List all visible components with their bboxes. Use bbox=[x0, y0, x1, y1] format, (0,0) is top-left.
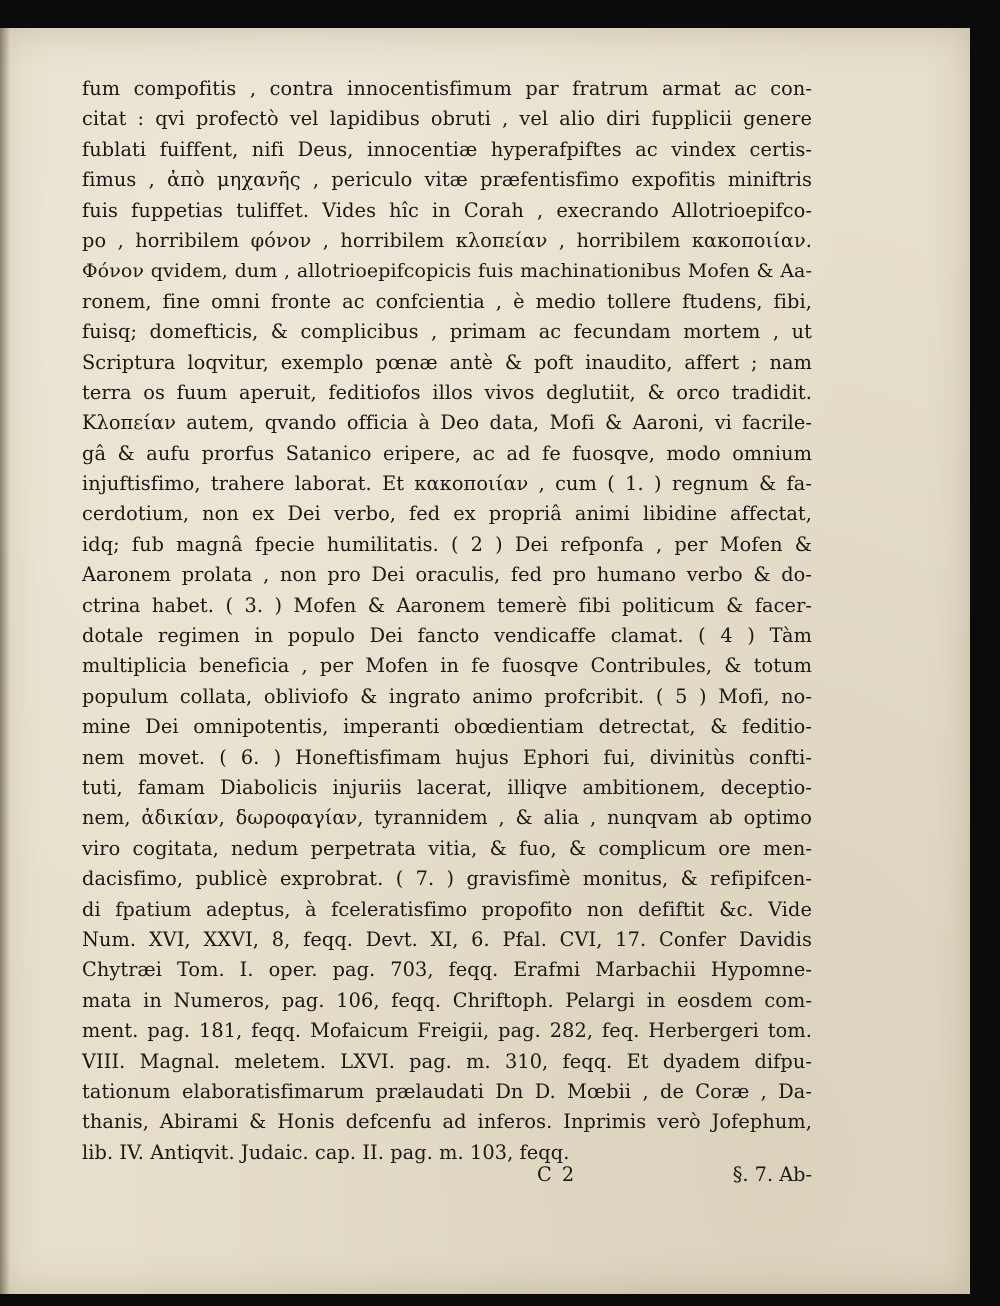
text-line: Scriptura loqvitur, exemplo pœnæ antè & poft inaudito, affert ; nam bbox=[82, 350, 812, 374]
page-text-block bbox=[82, 74, 812, 1168]
text-line: Φόνον qvidem, dum , allotrioepifcopicis fuis machinationibus Mofen & Aa- bbox=[82, 260, 812, 283]
text-line: fuis fuppetias tuliffet. Vides hîc in Corah , execrando Allotrioepifco- bbox=[82, 198, 812, 222]
text-line: citat : qvi profectò vel lapidibus obruti , vel alio diri fupplicii genere bbox=[82, 107, 812, 131]
text-line: idq; fub magnâ fpecie humilitatis. ( 2 ) Dei refponfa , per Mofen & bbox=[82, 532, 812, 556]
text-line: ctrina habet. ( 3. ) Mofen & Aaronem temerè fibi politicum & facer- bbox=[82, 593, 812, 617]
catchword: §. 7. Ab- bbox=[732, 1163, 812, 1186]
text-line: Aaronem prolata , non pro Dei oraculis, fed pro humano verbo & do- bbox=[82, 563, 812, 587]
text-line: fuisq; domefticis, & complicibus , primam ac fecundam mortem , ut bbox=[82, 320, 812, 344]
text-line: tuti, famam Diabolicis injuriis lacerat, illiqve ambitionem, deceptio- bbox=[82, 775, 812, 799]
text-line: fum compofitis , contra innocentisfimum par fratrum armat ac con- bbox=[82, 77, 812, 100]
text-line: dacisfimo, publicè exprobrat. ( 7. ) gravisfimè monitus, & refipifcen- bbox=[82, 867, 812, 891]
text-line: dotale regimen in populo Dei fancto vendicaffe clamat. ( 4 ) Tàm bbox=[82, 624, 812, 648]
text-line: gâ & aufu prorfus Satanico eripere, ac ad fe fuosqve, modo omnium bbox=[82, 441, 812, 465]
page-gutter-shadow bbox=[0, 28, 10, 1294]
text-line: lib. IV. Antiqvit. Judaic. cap. II. pag. m. 103, feqq. bbox=[82, 1140, 570, 1164]
text-line: thanis, Abirami & Honis defcenfu ad inferos. Inprimis verò Jofephum, bbox=[82, 1110, 812, 1134]
signature-mark: C 2 bbox=[537, 1163, 577, 1186]
text-line: fublati fuiffent, nifi Deus, innocentiæ hyperafpiftes ac vindex certis- bbox=[82, 137, 812, 161]
text-line: tationum elaboratisfimarum prælaudati Dn D. Mœbii , de Coræ , Da- bbox=[82, 1079, 812, 1103]
text-line: viro cogitata, nedum perpetrata vitia, & fuo, & complicum ore men- bbox=[82, 836, 812, 860]
text-line: ronem, fine omni fronte ac confcientia , è medio tollere ftudens, fibi, bbox=[82, 289, 812, 313]
text-line: populum collata, obliviofo & ingrato animo profcribit. ( 5 ) Mofi, no- bbox=[82, 684, 812, 708]
text-line: injuftisfimo, trahere laborat. Et κακοποιίαν , cum ( 1. ) regnum & fa- bbox=[82, 472, 812, 496]
text-line: ment. pag. 181, feqq. Mofaicum Freigii, pag. 282, feq. Herbergeri tom. bbox=[82, 1019, 812, 1043]
text-line: di fpatium adeptus, à fceleratisfimo propofito non defiftit &c. Vide bbox=[82, 897, 812, 921]
text-line: mine Dei omnipotentis, imperanti obœdientiam detrectat, & feditio- bbox=[82, 715, 812, 739]
text-line: mata in Numeros, pag. 106, feqq. Chriftoph. Pelargi in eosdem com- bbox=[82, 988, 812, 1012]
text-line: nem movet. ( 6. ) Honeftisfimam hujus Ephori fui, divinitùs confti- bbox=[82, 745, 812, 769]
text-line: multiplicia beneficia , per Mofen in fe fuosqve Contribules, & totum bbox=[82, 654, 812, 678]
text-line: nem, ἀδικίαν, δωροφαγίαν, tyrannidem , & alia , nunqvam ab optimo bbox=[82, 806, 812, 830]
text-line: cerdotium, non ex Dei verbo, fed ex propriâ animi libidine affectat, bbox=[82, 502, 812, 526]
text-line: fimus , ἀπὸ μηχανῆς , periculo vitæ præfentisfimo expofitis miniftris bbox=[82, 168, 812, 192]
text-line: Num. XVI, XXVI, 8, feqq. Devt. XI, 6. Pfal. CVI, 17. Confer Davidis bbox=[82, 927, 812, 951]
text-line: po , horribilem φόνον , horribilem κλοπείαν , horribilem κακοποιίαν. bbox=[82, 228, 812, 252]
text-line: VIII. Magnal. meletem. LXVI. pag. m. 310, feqq. Et dyadem difpu- bbox=[82, 1049, 812, 1073]
text-line: Chytræi Tom. I. oper. pag. 703, feqq. Erafmi Marbachii Hypomne- bbox=[82, 958, 812, 982]
text-line: Κλοπείαν autem, qvando officia à Deo data, Mofi & Aaroni, vi facrile- bbox=[82, 411, 812, 435]
text-line: terra os fuum aperuit, feditiofos illos vivos deglutiit, & orco tradidit. bbox=[82, 380, 812, 404]
page-footer bbox=[82, 1163, 812, 1193]
